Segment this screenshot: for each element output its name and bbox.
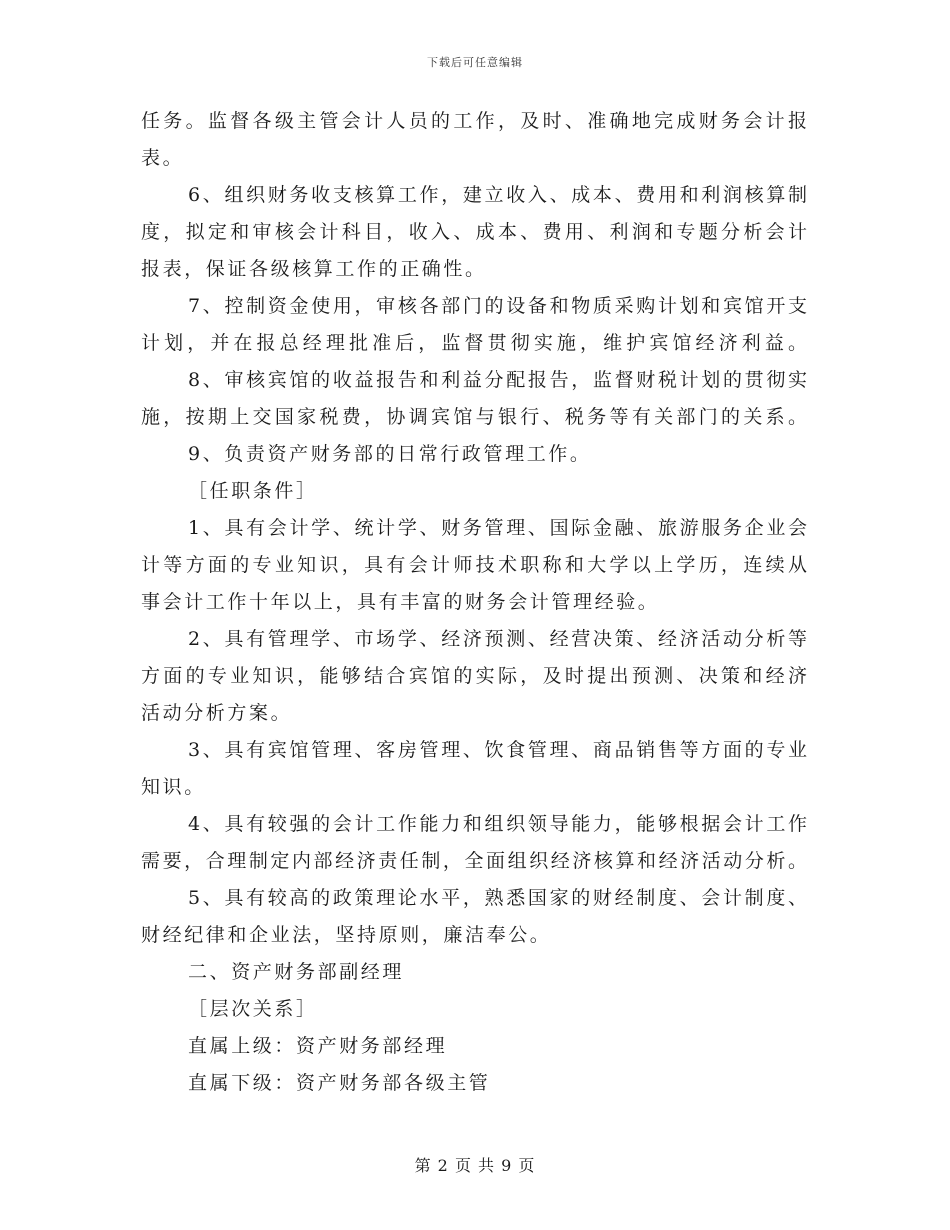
text-line: 知识。: [141, 776, 206, 798]
text-line: 直属下级：资产财务部各级主管: [188, 1072, 491, 1094]
text-line: 4、具有较强的会计工作能力和组织领导能力，能够根据会计工作: [188, 813, 807, 835]
text-line: 需要，合理制定内部经济责任制，全面组织经济核算和经济活动分析。: [141, 850, 807, 872]
text-line: 6、组织财务收支核算工作，建立收入、成本、费用和利润核算制: [188, 184, 807, 206]
text-line: ［任职条件］: [188, 480, 318, 502]
text-line: 2、具有管理学、市场学、经济预测、经营决策、经济活动分析等: [188, 628, 807, 650]
document-body: [141, 103, 807, 1102]
page-header: 下载后可任意编辑: [427, 56, 523, 69]
text-line: 计等方面的专业知识，具有会计师技术职称和大学以上学历，连续从: [141, 554, 807, 576]
text-line: 8、审核宾馆的收益报告和利益分配报告，监督财税计划的贯彻实: [188, 369, 807, 391]
text-line: 表。: [141, 147, 185, 169]
text-line: ［层次关系］: [188, 998, 318, 1020]
page-footer: 第 2 页 共 9 页: [414, 1156, 536, 1175]
text-line: 直属上级：资产财务部经理: [188, 1035, 448, 1057]
text-line: 事会计工作十年以上，具有丰富的财务会计管理经验。: [141, 591, 660, 613]
text-line: 3、具有宾馆管理、客房管理、饮食管理、商品销售等方面的专业: [188, 739, 807, 761]
text-line: 9、负责资产财务部的日常行政管理工作。: [188, 443, 592, 465]
text-line: 5、具有较高的政策理论水平，熟悉国家的财经制度、会计制度、: [188, 887, 807, 909]
text-line: 报表，保证各级核算工作的正确性。: [141, 258, 487, 280]
text-line: 度，拟定和审核会计科目，收入、成本、费用、利润和专题分析会计: [141, 221, 807, 243]
text-line: 7、控制资金使用，审核各部门的设备和物质采购计划和宾馆开支: [188, 295, 807, 317]
text-line: 1、具有会计学、统计学、财务管理、国际金融、旅游服务企业会: [188, 517, 807, 539]
text-line: 财经纪律和企业法，坚持原则，廉洁奉公。: [141, 924, 552, 946]
text-line: 活动分析方案。: [141, 702, 293, 724]
text-line: 计划，并在报总经理批准后，监督贯彻实施，维护宾馆经济利益。: [141, 332, 807, 354]
text-line: 任务。监督各级主管会计人员的工作，及时、准确地完成财务会计报: [141, 110, 807, 132]
text-line: 方面的专业知识，能够结合宾馆的实际，及时提出预测、决策和经济: [141, 665, 807, 687]
text-line: 施，按期上交国家税费，协调宾馆与银行、税务等有关部门的关系。: [141, 406, 807, 428]
text-line: 二、资产财务部副经理: [188, 961, 405, 983]
